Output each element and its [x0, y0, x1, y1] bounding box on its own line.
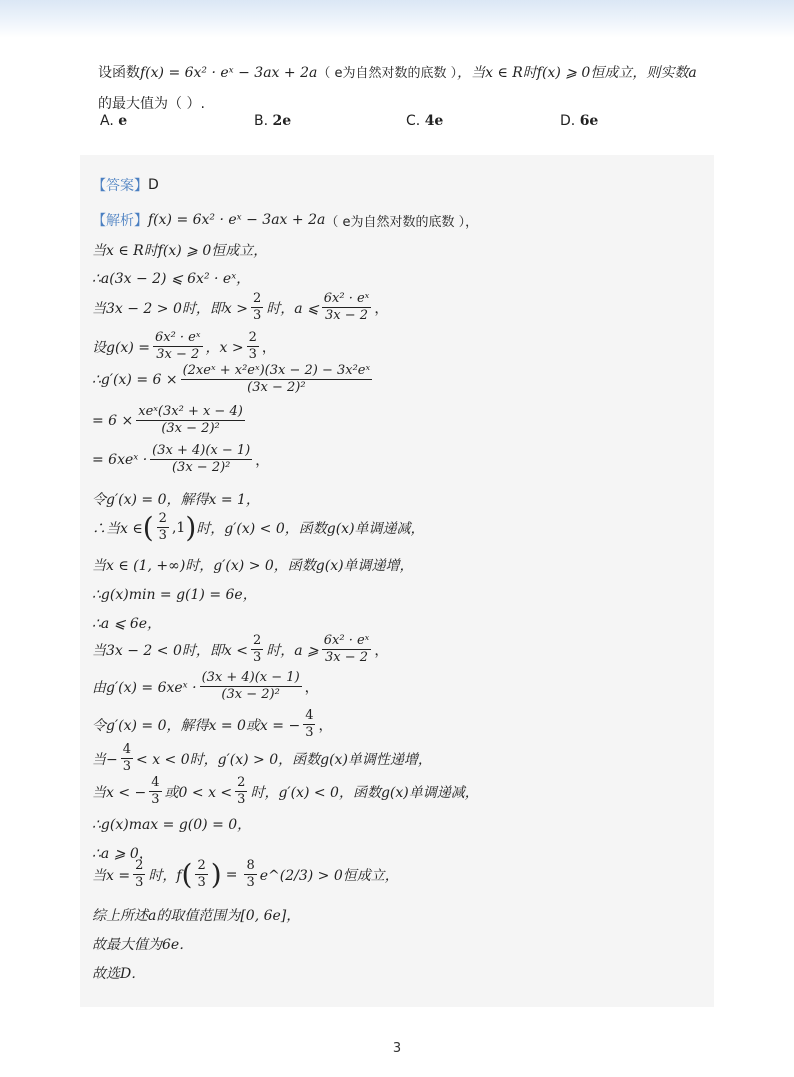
answer-line — [92, 175, 159, 195]
fraction: $\frac{\text{6x² · eˣ}}{3x - 2}$ — [323, 633, 370, 665]
analysis-line-9: 令g′(x) = 0，解得x = 1， — [92, 492, 260, 508]
fraction: $\frac{2}{3}$ — [248, 330, 257, 362]
fraction: $\frac{8}{3}$ — [246, 858, 255, 890]
fraction: $\frac{2}{3}$ — [197, 858, 206, 890]
analysis-line-8: = 6xeˣ · $\frac{(3x + 4)(x - 1)}{\text{(3x − 2)²}}$ ， — [92, 443, 270, 475]
analysis-line-5: 设g(x) = $\frac{\text{6x² · eˣ}}{3x - 2}$ ，x > $\frac{2}{3}$ ， — [92, 330, 276, 362]
fraction: $\frac{4}{3}$ — [122, 742, 132, 774]
fraction: $\frac{2}{3}$ — [158, 511, 167, 543]
analysis-line-11: 当x ∈ (1, +∞)时，g′(x) > 0，函数g(x)单调递增， — [92, 558, 414, 574]
option-a[interactable]: A. e — [100, 113, 128, 129]
fraction: $\frac{2}{3}$ — [252, 291, 262, 323]
answer-panel — [80, 155, 714, 1007]
analysis-line-16: 令g′(x) = 0，解得x = 0或x = − $\frac{4}{3}$ ， — [92, 708, 333, 740]
header-band — [0, 0, 794, 38]
answer-value: D — [148, 177, 159, 193]
analysis-line-4: 当3x − 2 > 0时，即x > $\frac{2}{3}$ 时，a ⩽ $\frac{\text{6x² · eˣ}}{3x - 2}$ ， — [92, 291, 389, 323]
analysis-line-24: 故选D． — [92, 966, 146, 982]
analysis-tag: 【解析】 — [92, 213, 148, 229]
analysis-line-20: ∴a ⩾ 0， — [92, 846, 153, 862]
option-c[interactable]: C. 4e — [406, 113, 444, 129]
analysis-line-10: ∴当x ∈ ( $\frac{2}{3}$ , 1 ) 时，g′(x) < 0，函数g(x)单调递减， — [92, 510, 425, 544]
analysis-line-14: 当3x − 2 < 0时，即x < $\frac{2}{3}$ 时，a ⩾ $\frac{\text{6x² · eˣ}}{3x - 2}$ ， — [92, 633, 389, 665]
fraction: $\frac{\text{6x² · eˣ}}{3x - 2}$ — [323, 291, 370, 323]
analysis-line-12: ∴g(x)min = g(1) = 6e， — [92, 587, 257, 603]
fraction: $\frac{2}{3}$ — [135, 858, 144, 890]
answer-tag: 【答案】 — [92, 178, 148, 194]
analysis-line-23: 故最大值为6e． — [92, 937, 194, 953]
analysis-line-6: ∴g′(x) = 6 × $\frac{\text{(2xeˣ + x²eˣ)(3x − 2) − 3x²eˣ}}{\text{(3x − 2)²}}$ — [92, 363, 371, 395]
page-number: 3 — [392, 1041, 402, 1056]
analysis-line-15: 由g′(x) = 6xeˣ · $\frac{(3x + 4)(x - 1)}{\text{(3x − 2)²}}$ ， — [92, 670, 319, 702]
analysis-line-2: 当x ∈ R时f(x) ⩾ 0恒成立， — [92, 243, 268, 259]
analysis-line-1: 【解析】 f(x) = 6x² · eˣ − 3ax + 2a （ e为自然对数的底数 ）， — [92, 212, 479, 230]
fraction: $\frac{2}{3}$ — [237, 775, 246, 807]
analysis-line-18: 当x < − $\frac{4}{3}$ 或0 < x < $\frac{2}{3}$ 时，g′(x) < 0，函数g(x)单调递减， — [92, 775, 479, 807]
options-row — [100, 113, 720, 141]
analysis-line-19: ∴g(x)max = g(0) = 0， — [92, 817, 252, 833]
fraction: $\frac{(3x + 4)(x - 1)}{\text{(3x − 2)²}}$ — [201, 670, 300, 702]
option-b[interactable]: B. 2e — [254, 113, 292, 129]
option-d[interactable]: D. 6e — [560, 113, 599, 129]
fraction: $\frac{2}{3}$ — [252, 633, 262, 665]
analysis-line-22: 综上所述a的取值范围为[0, 6e]， — [92, 908, 301, 924]
analysis-line-13: ∴a ⩽ 6e， — [92, 616, 162, 632]
analysis-line-3: ∴a(3x − 2) ⩽ 6x² · eˣ， — [92, 271, 251, 287]
analysis-line-17: 当− $\frac{4}{3}$ < x < 0时，g′(x) > 0，函数g(x)单调性递增， — [92, 742, 432, 774]
fraction: $\frac{\text{6x² · eˣ}}{3x - 2}$ — [154, 330, 201, 362]
question-text — [98, 58, 738, 119]
analysis-line-21: 当x = $\frac{2}{3}$ 时，f ( $\frac{2}{3}$ ) = $\frac{8}{3}$ e^(2/3) > 0恒成立， — [92, 857, 399, 891]
analysis-line-7: = 6 × $\frac{\text{xeˣ(3x² + x − 4)}}{\text{(3x − 2)²}}$ — [92, 404, 243, 436]
question-line-2: 的最大值为（ ）. — [98, 96, 205, 112]
fraction: $\frac{4}{3}$ — [151, 775, 160, 807]
fraction: $\frac{(3x + 4)(x - 1)}{\text{(3x − 2)²}}$ — [152, 443, 251, 475]
fraction: $\frac{\text{xeˣ(3x² + x − 4)}}{\text{(3x − 2)²}}$ — [138, 404, 243, 436]
fraction: $\frac{\text{(2xeˣ + x²eˣ)(3x − 2) − 3x²eˣ}}{\text{(3x − 2)²}}$ — [182, 363, 371, 395]
fraction: $\frac{4}{3}$ — [305, 708, 314, 740]
question-line-1: 设函数f(x) = 6x² · eˣ − 3ax + 2a（ e为自然对数的底数 ），当x ∈ R时f(x) ⩾ 0恒成立，则实数a — [98, 65, 697, 81]
